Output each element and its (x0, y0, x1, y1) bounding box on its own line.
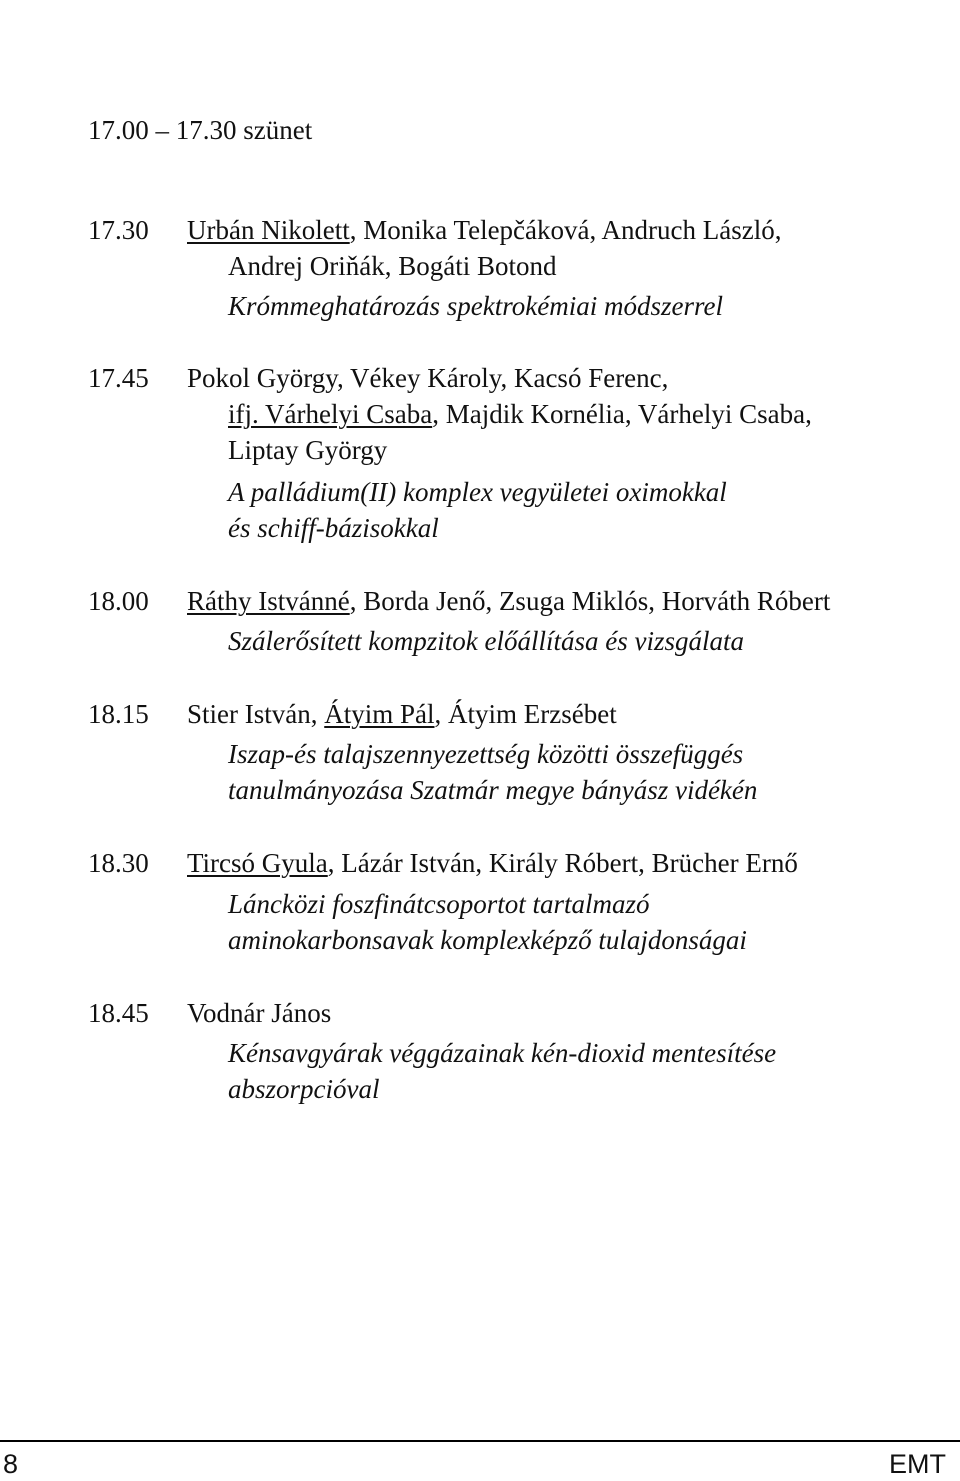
entry-time: 18.45 (88, 998, 149, 1028)
entry-time: 18.00 (88, 586, 149, 616)
entry-title: Szálerősített kompzitok előállítása és vizsgálata (228, 626, 744, 656)
entry-authors: Vodnár János (187, 998, 332, 1028)
entry-time: 17.30 (88, 215, 149, 245)
footer-divider (0, 1440, 960, 1442)
entry-authors-cont: Liptay György (228, 435, 388, 465)
entry-title: Láncközi foszfinátcsoportot tartalmazó (228, 889, 650, 919)
entry-authors-cont (228, 397, 812, 431)
presenter-name: Urbán Nikolett (187, 215, 350, 245)
entry-time: 17.45 (88, 363, 149, 393)
entry-authors (187, 584, 830, 618)
entry-title: tanulmányozása Szatmár megye bányász vidékén (228, 775, 758, 805)
entry-title: Kénsavgyárak véggázainak kén-dioxid mentesítése (228, 1038, 777, 1068)
coauthors: , Borda Jenő, Zsuga Miklós, Horváth Róbert (349, 586, 831, 616)
entry-authors (187, 846, 798, 880)
entry-title: és schiff-bázisokkal (228, 513, 439, 543)
presenter-name: Átyim Pál (324, 699, 435, 729)
entry-time: 18.30 (88, 848, 149, 878)
entry-title: Iszap-és talajszennyezettség közötti összefüggés (228, 739, 744, 769)
coauthors: , Monika Telepčáková, Andruch László, (349, 215, 782, 245)
entry-title: A palládium(II) komplex vegyületei oximokkal (228, 477, 727, 507)
footer-brand: EMT (889, 1449, 946, 1479)
entry-authors: Pokol György, Vékey Károly, Kacsó Ferenc, (187, 363, 669, 393)
coauthors: , Majdik Kornélia, Várhelyi Csaba, (432, 399, 812, 429)
entry-title: abszorpcióval (228, 1074, 380, 1104)
entry-authors-cont: Andrej Oriňák, Bogáti Botond (228, 251, 557, 281)
entry-authors (187, 697, 617, 731)
page-number: 8 (3, 1449, 19, 1479)
entry-title: aminokarbonsavak komplexképző tulajdonságai (228, 925, 747, 955)
presenter-name: Tircsó Gyula (187, 848, 328, 878)
break-line: 17.00 – 17.30 szünet (88, 115, 313, 145)
coauthors: , Átyim Erzsébet (434, 699, 617, 729)
coauthors: Stier István, (187, 699, 325, 729)
presenter-name: ifj. Várhelyi Csaba (228, 399, 433, 429)
entry-title: Krómmeghatározás spektrokémiai módszerrel (228, 291, 723, 321)
coauthors: , Lázár István, Király Róbert, Brücher Ernő (327, 848, 798, 878)
entry-authors (187, 213, 781, 247)
presenter-name: Ráthy Istvánné (187, 586, 350, 616)
entry-time: 18.15 (88, 699, 149, 729)
